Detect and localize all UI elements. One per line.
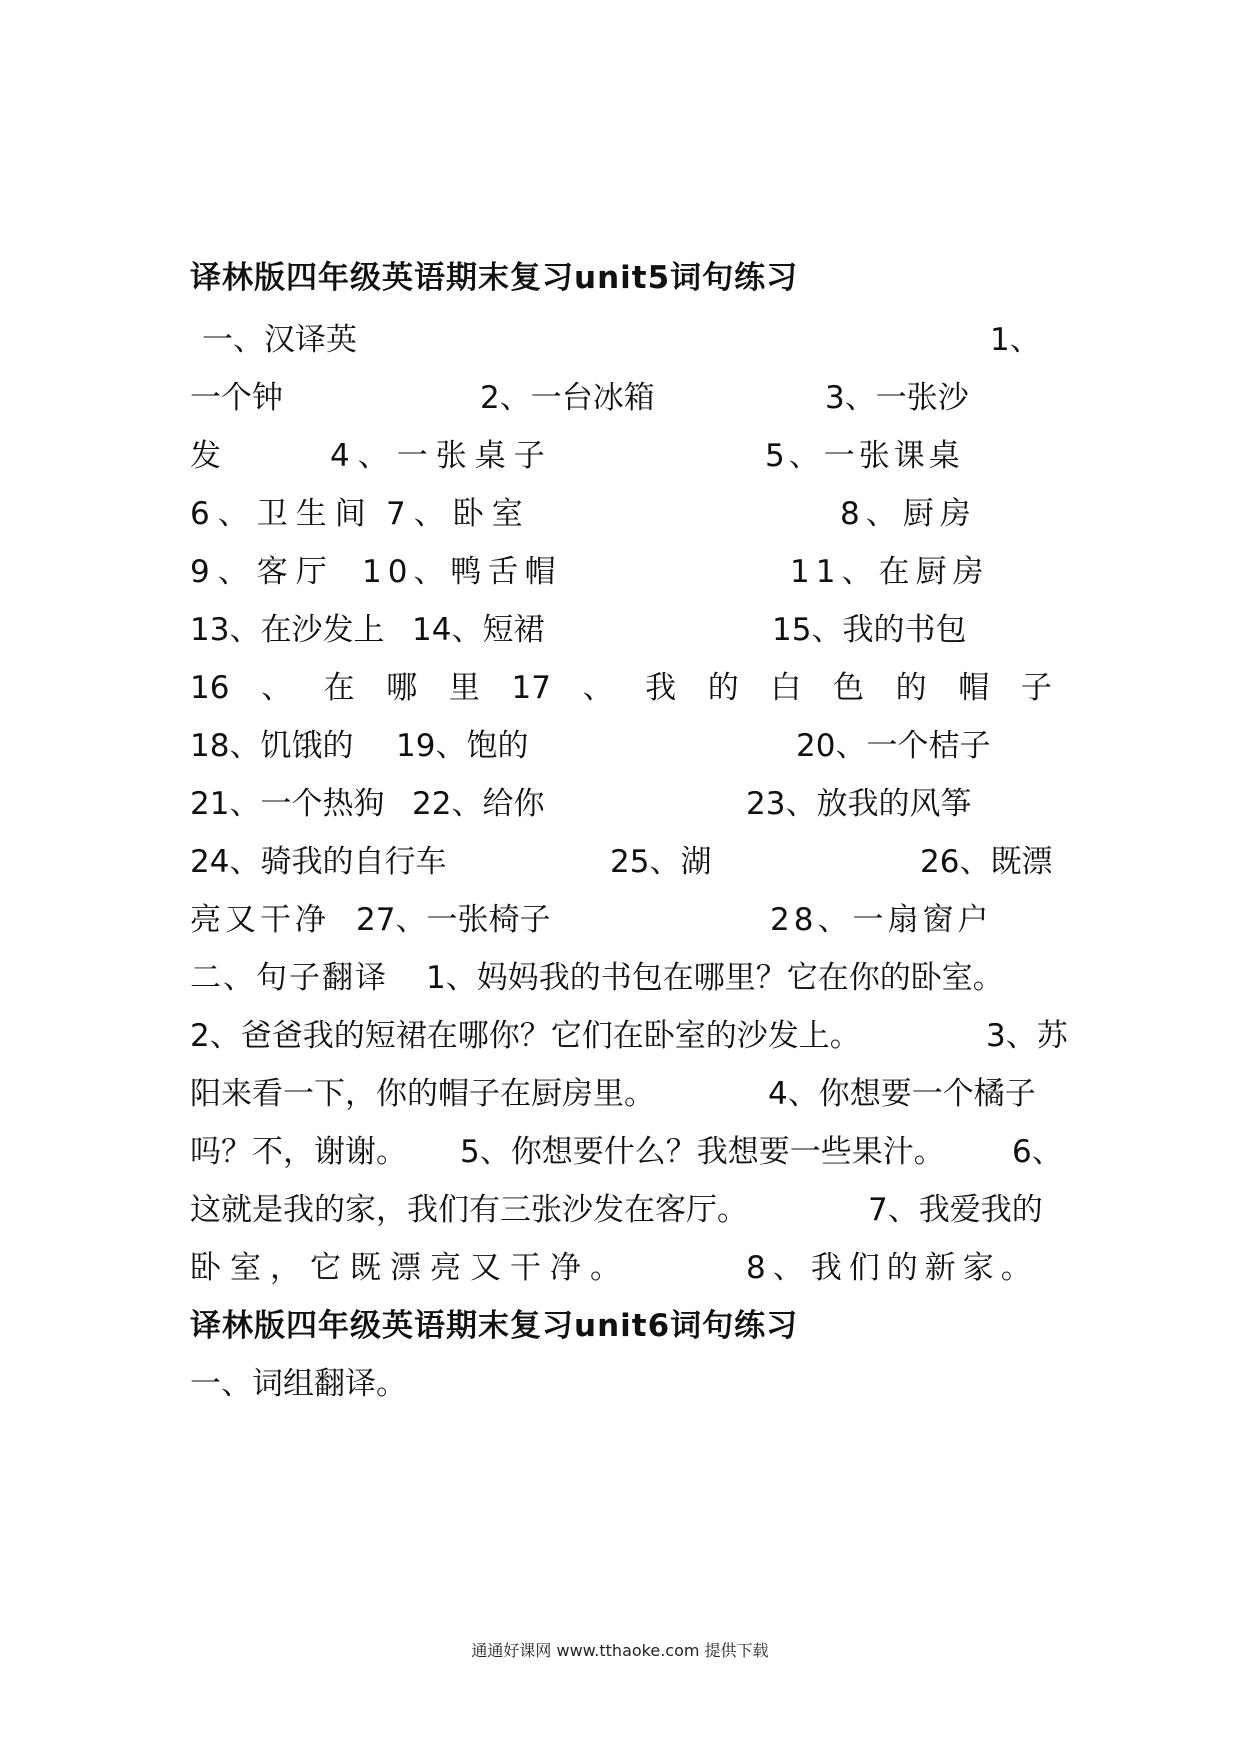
vocab-item: 18、饥饿的 <box>190 728 354 764</box>
sentence: 阳来看一下，你的帽子在厨房里。 <box>190 1076 655 1112</box>
vocab-char: 色 <box>833 670 864 706</box>
vocab-char: 帽 <box>958 670 990 706</box>
vocab-item: 2、一台冰箱 <box>480 380 655 416</box>
vocab-char: 的 <box>895 670 927 706</box>
vocab-item: 6、卫生间 <box>190 496 374 532</box>
vocab-item: 23、放我的风筝 <box>746 786 972 822</box>
vocab-item: 15、我的书包 <box>772 612 967 648</box>
text-line <box>190 1246 1052 1290</box>
vocab-item: 11、在厨房 <box>790 554 990 590</box>
vocab-char: 17 <box>511 670 551 706</box>
sentence: 这就是我的家，我们有三张沙发在客厅。 <box>190 1192 748 1228</box>
sentence: 3、苏 <box>986 1018 1068 1054</box>
vocab-item: 9、客厅 <box>190 554 335 590</box>
vocab-char: 在 <box>323 670 355 706</box>
vocab-char: 16 <box>190 670 230 706</box>
text-line <box>190 1014 1068 1058</box>
sentence: 1、妈妈我的书包在哪里？它在你的卧室。 <box>426 960 1004 996</box>
vocab-item: 13、在沙发上 <box>190 612 385 648</box>
sentence: 8、我们的新家。 <box>746 1250 1039 1286</box>
section2-heading: 二、句子翻译 <box>190 960 388 996</box>
vocab-item: 21、一个热狗 <box>190 786 385 822</box>
vocab-item: 14、短裙 <box>412 612 545 648</box>
unit6-section1-heading: 一、词组翻译。 <box>190 1366 407 1402</box>
text-line <box>190 550 1052 594</box>
sentence: 卧室，它既漂亮又干净。 <box>190 1250 630 1286</box>
vocab-item: 28、一扇窗户 <box>770 902 993 938</box>
sentence: 7、我爱我的 <box>868 1192 1043 1228</box>
text-line <box>190 376 1052 420</box>
vocab-item: 24、骑我的自行车 <box>190 844 447 880</box>
vocab-item: 19、饱的 <box>396 728 529 764</box>
vocab-char: 哪 <box>386 670 418 706</box>
text-line <box>190 724 1052 768</box>
sentence: 吗？不，谢谢。 <box>190 1134 407 1170</box>
text-line <box>190 1130 1063 1174</box>
vocab-item: 8、厨房 <box>840 496 977 532</box>
text-line <box>190 898 1052 942</box>
vocab-item: 27、一张椅子 <box>356 902 551 938</box>
text-line <box>190 956 1052 1000</box>
vocab-item: 亮又干净 <box>190 902 330 938</box>
sentence: 5、你想要什么？我想要一些果汁。 <box>460 1134 945 1170</box>
unit6-title: 译林版四年级英语期末复习unit6词句练习 <box>190 1308 799 1344</box>
vocab-item: 1、 <box>990 322 1041 358</box>
vocab-char: 里 <box>448 670 480 706</box>
sentence: 2、爸爸我的短裙在哪你？它们在卧室的沙发上。 <box>190 1018 861 1054</box>
vocab-item: 22、给你 <box>412 786 545 822</box>
text-line <box>190 434 1052 478</box>
vocab-item: 4、一张桌子 <box>330 438 553 474</box>
vocab-char: 子 <box>1020 670 1052 706</box>
vocab-item: 5、一张课桌 <box>765 438 964 474</box>
text-line <box>190 1072 1052 1116</box>
vocab-item: 20、一个桔子 <box>796 728 991 764</box>
text-line <box>190 666 1052 710</box>
vocab-char: 、 <box>582 670 614 706</box>
text-line <box>190 492 1052 536</box>
vocab-char: 我 <box>645 670 677 706</box>
vocab-char: 白 <box>770 670 802 706</box>
vocab-item: 7、卧室 <box>386 496 531 532</box>
vocab-item: 10、鸭舌帽 <box>362 554 562 590</box>
unit5-title: 译林版四年级英语期末复习unit5词句练习 <box>190 260 799 296</box>
vocab-char: 的 <box>707 670 739 706</box>
text-line <box>190 608 1052 652</box>
footer: 通通好课网 www.tthaoke.com 提供下载 <box>471 1641 769 1660</box>
vocab-item: 3、一张沙 <box>825 380 969 416</box>
section1-heading: 一、汉译英 <box>202 322 357 358</box>
vocab-item: 26、既漂 <box>920 844 1053 880</box>
text-line <box>190 1188 1052 1232</box>
text-line <box>190 782 1052 826</box>
sentence: 6、 <box>1012 1134 1063 1170</box>
vocab-item: 发 <box>190 438 221 474</box>
vocab-char: 、 <box>261 670 293 706</box>
vocab-item: 一个钟 <box>190 380 283 416</box>
text-line <box>190 840 1052 884</box>
text-line <box>190 1362 1052 1406</box>
sentence: 4、你想要一个橘子 <box>768 1076 1036 1112</box>
vocab-item: 25、湖 <box>610 844 712 880</box>
text-line <box>190 318 1052 362</box>
